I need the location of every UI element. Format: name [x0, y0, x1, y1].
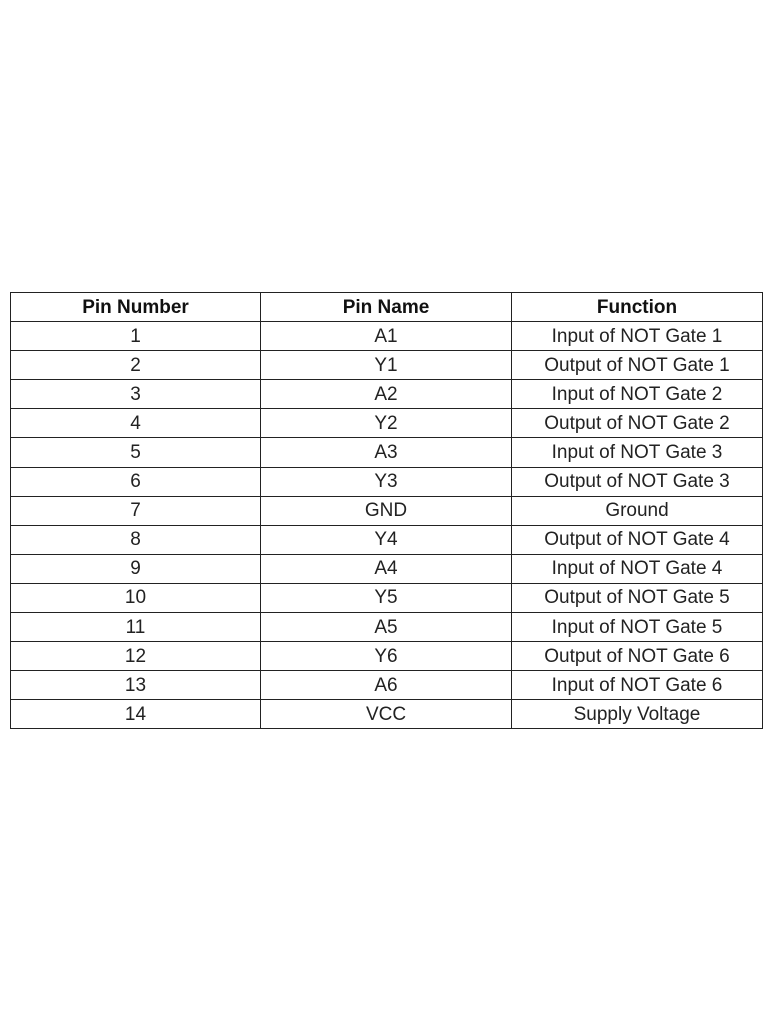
cell-function: Output of NOT Gate 1	[512, 351, 763, 380]
cell-pin-number: 12	[11, 642, 261, 671]
table-row	[11, 642, 763, 671]
table-row	[11, 583, 763, 612]
cell-function: Output of NOT Gate 2	[512, 409, 763, 438]
table-header-row	[11, 293, 763, 322]
table-row	[11, 438, 763, 467]
cell-function: Input of NOT Gate 4	[512, 554, 763, 583]
cell-pin-name: A2	[261, 380, 512, 409]
cell-function: Output of NOT Gate 3	[512, 467, 763, 496]
cell-pin-number: 3	[11, 380, 261, 409]
header-pin-name: Pin Name	[261, 293, 512, 322]
cell-pin-name: GND	[261, 496, 512, 525]
table-row	[11, 496, 763, 525]
cell-pin-number: 10	[11, 583, 261, 612]
cell-function: Output of NOT Gate 4	[512, 525, 763, 554]
cell-function: Supply Voltage	[512, 700, 763, 729]
cell-pin-name: A6	[261, 671, 512, 700]
cell-function: Input of NOT Gate 1	[512, 322, 763, 351]
cell-pin-name: VCC	[261, 700, 512, 729]
header-function: Function	[512, 293, 763, 322]
table-row	[11, 554, 763, 583]
cell-pin-number: 6	[11, 467, 261, 496]
cell-pin-number: 2	[11, 351, 261, 380]
cell-pin-name: A5	[261, 613, 512, 642]
cell-pin-name: A1	[261, 322, 512, 351]
table-row	[11, 700, 763, 729]
cell-pin-number: 9	[11, 554, 261, 583]
cell-function: Ground	[512, 496, 763, 525]
table-row	[11, 525, 763, 554]
table-row	[11, 613, 763, 642]
cell-pin-name: A3	[261, 438, 512, 467]
cell-pin-name: Y1	[261, 351, 512, 380]
cell-pin-name: Y2	[261, 409, 512, 438]
cell-pin-name: Y3	[261, 467, 512, 496]
cell-pin-number: 14	[11, 700, 261, 729]
table-row	[11, 322, 763, 351]
cell-pin-number: 13	[11, 671, 261, 700]
cell-function: Input of NOT Gate 5	[512, 613, 763, 642]
cell-pin-name: Y6	[261, 642, 512, 671]
header-pin-number: Pin Number	[11, 293, 261, 322]
cell-pin-name: Y5	[261, 583, 512, 612]
cell-pin-number: 7	[11, 496, 261, 525]
cell-function: Input of NOT Gate 2	[512, 380, 763, 409]
cell-function: Output of NOT Gate 6	[512, 642, 763, 671]
table-row	[11, 351, 763, 380]
cell-pin-number: 11	[11, 613, 261, 642]
cell-pin-name: Y4	[261, 525, 512, 554]
table-row	[11, 409, 763, 438]
cell-pin-number: 8	[11, 525, 261, 554]
cell-pin-number: 5	[11, 438, 261, 467]
table-row	[11, 671, 763, 700]
cell-pin-number: 4	[11, 409, 261, 438]
cell-pin-name: A4	[261, 554, 512, 583]
pin-table	[10, 292, 763, 729]
table-row	[11, 467, 763, 496]
cell-function: Input of NOT Gate 6	[512, 671, 763, 700]
cell-pin-number: 1	[11, 322, 261, 351]
cell-function: Input of NOT Gate 3	[512, 438, 763, 467]
table-row	[11, 380, 763, 409]
cell-function: Output of NOT Gate 5	[512, 583, 763, 612]
